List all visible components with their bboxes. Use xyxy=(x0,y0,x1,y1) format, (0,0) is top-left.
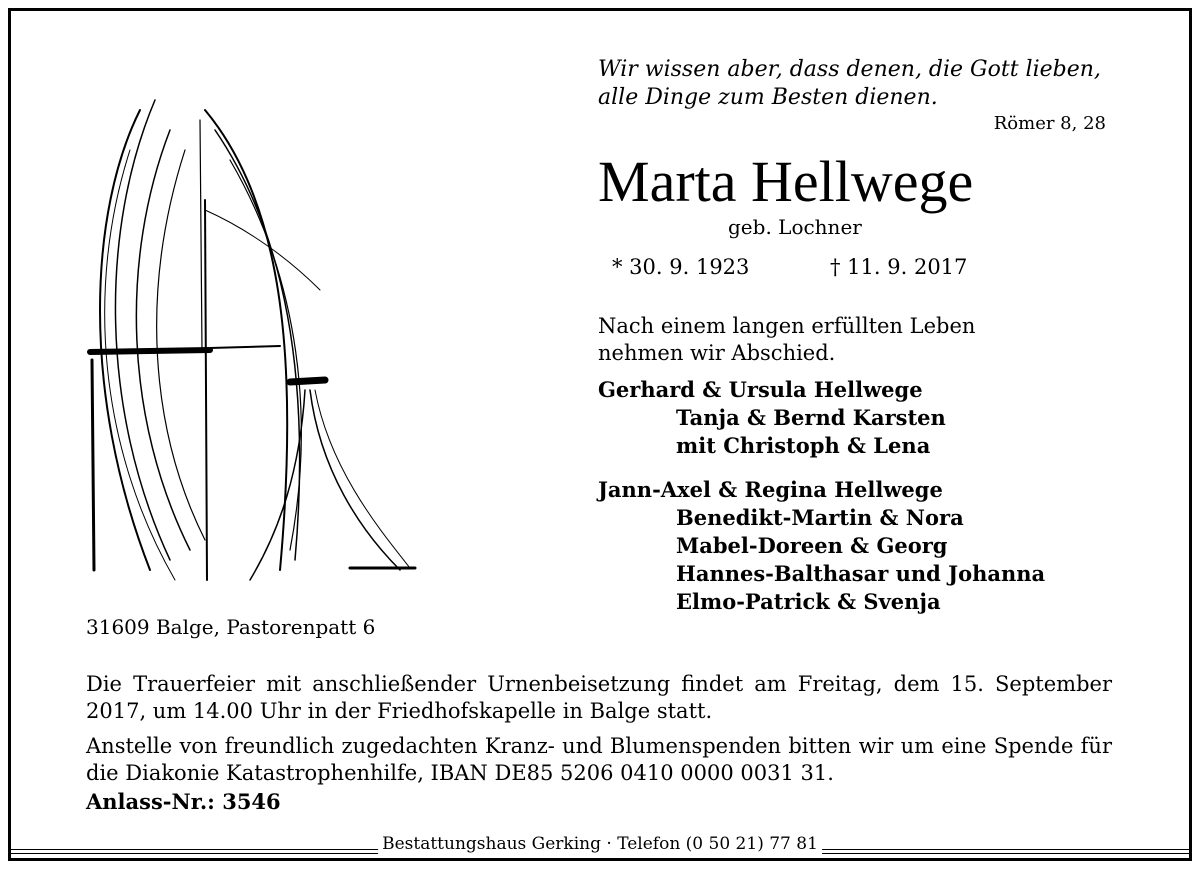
bible-verse xyxy=(598,56,1101,112)
farewell-text: Nach einem langen erfüllten Leben nehmen wir Abschied. xyxy=(598,314,976,365)
family-group-2 xyxy=(598,476,1045,616)
donation-notice: Anstelle von freundlich zugedachten Kranz- und Blumenspenden bitten wir um eine Spende für die Diakonie Katastrophenhilfe, IBAN DE85 5206 0410 0000 0031 31. xyxy=(86,734,1112,785)
family-member: mit Christoph & Lena xyxy=(676,433,931,458)
mourning-address: 31609 Balge, Pastorenpatt 6 xyxy=(86,615,376,639)
birth-name: geb. Lochner xyxy=(728,215,862,239)
family-member: Benedikt-Martin & Nora xyxy=(676,505,964,530)
family-head: Gerhard & Ursula Hellwege xyxy=(598,377,923,402)
cross-illustration xyxy=(80,90,420,590)
bible-verse-line-1: Wir wissen aber, dass denen, die Gott lieben, xyxy=(598,57,1101,82)
bible-reference: Römer 8, 28 xyxy=(993,113,1106,134)
funeral-home-footer: Bestattungshaus Gerking · Telefon (0 50 21) 77 81 xyxy=(378,834,822,854)
family-member: Mabel-Doreen & Georg xyxy=(676,533,948,558)
bible-verse-line-2: alle Dinge zum Besten dienen. xyxy=(598,85,938,110)
birth-date: * 30. 9. 1923 xyxy=(612,255,750,279)
deceased-name: Marta Hellwege xyxy=(598,149,974,214)
death-date: † 11. 9. 2017 xyxy=(830,255,968,279)
anlass-number: Anlass-Nr.: 3546 xyxy=(86,789,281,814)
family-member: Elmo-Patrick & Svenja xyxy=(676,589,941,614)
family-member: Tanja & Bernd Karsten xyxy=(676,405,946,430)
family-group-1 xyxy=(598,376,946,460)
family-head: Jann-Axel & Regina Hellwege xyxy=(598,477,943,502)
family-member: Hannes-Balthasar und Johanna xyxy=(676,561,1046,586)
funeral-notice: Die Trauerfeier mit anschließender Urnenbeisetzung findet am Freitag, dem 15. September 2017, um 14.00 Uhr in der Friedhofskapelle in Balge statt. xyxy=(86,672,1112,723)
